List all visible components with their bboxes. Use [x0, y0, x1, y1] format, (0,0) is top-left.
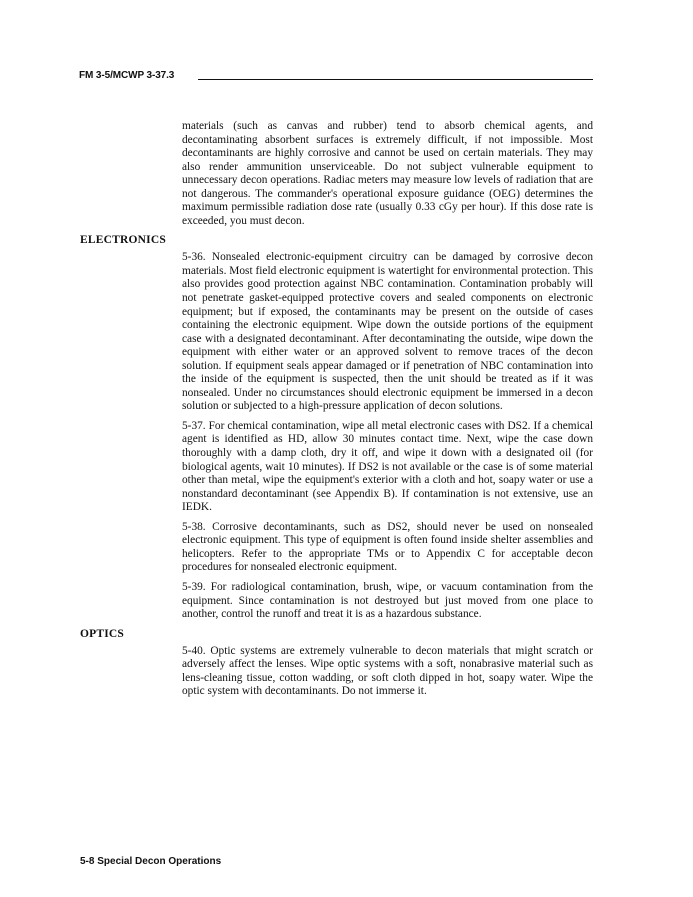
paragraph-5-38: 5-38. Corrosive decontaminants, such as DS2, should never be used on nonsealed electronic equipment. This type of equipment is often found inside shelter assemblies and helicopters. Refer to the appropriate TMs or to Appendix C for acceptable decon procedures for nonsealed electronic equipment. [182, 520, 593, 574]
paragraph-5-37: 5-37. For chemical contamination, wipe all metal electronic cases with DS2. If a chemical agent is identified as HD, allow 30 minutes contact time. Next, wipe the case down thoroughly with a damp cloth, dry it off, and wipe it down with a designated oil (for biological agents, wait 10 minutes). If DS2 is not available or the case is of some material other than metal, wipe the equipment's exterior with a cloth and hot, soapy water or use a nonstandard decontaminant (see Appendix B). If contamination is not extensive, use an IEDK. [182, 419, 593, 514]
page-body [80, 120, 593, 699]
section-heading-optics: OPTICS [80, 627, 125, 640]
document-id: FM 3-5/MCWP 3-37.3 [79, 70, 175, 81]
paragraph-5-36: 5-36. Nonsealed electronic-equipment circuitry can be damaged by corrosive decon materials. Most field electronic equipment is watertight for environmental protection. This also provides good protection against NBC contamination. Contamination probably will not penetrate gasket-equipped protective covers and sealed components on electronic equipment; but if exposed, the contaminants may be present on the outside of cases containing the electronic equipment. Wipe down the outside portions of the equipment case with a designated decontaminant. After decontaminating the outside, wipe down the equipment with either water or an approved solvent to remove traces of the decon solution. If equipment seals appear damaged or if penetration of NBC contamination into the inside of the equipment is suspected, then the unit should be treated as if it was nonsealed. Under no circumstances should electronic equipment be immersed in a decon solution or subjected to a high-pressure application of decon solutions. [182, 251, 593, 413]
intro-paragraph: materials (such as canvas and rubber) tend to absorb chemical agents, and decontaminating absorbent surfaces is extremely difficult, if not impossible. Most decontaminants are highly corrosive and cannot be used on certain materials. They may also render ammunition unserviceable. Do not subject vulnerable equipment to unnecessary decon operations. Radiac meters may measure low levels of radiation that are not dangerous. The commander's operational exposure guidance (OEG) determines the maximum permissible radiation dose rate (usually 0.33 cGy per hour). If this dose rate is exceeded, you must decon. [182, 120, 593, 227]
page-header [79, 70, 593, 84]
page-footer: 5-8 Special Decon Operations [80, 856, 222, 867]
header-rule [198, 79, 593, 80]
section-heading-electronics: ELECTRONICS [80, 234, 166, 247]
paragraph-5-39: 5-39. For radiological contamination, brush, wipe, or vacuum contamination from the equipment. Since contamination is not destroyed but just moved from one place to another, control the runoff and treat it is as a hazardous substance. [182, 580, 593, 621]
paragraph-5-40: 5-40. Optic systems are extremely vulnerable to decon materials that might scratch or adversely affect the lenses. Wipe optic systems with a soft, nonabrasive material such as lens-cleaning tissue, cotton wadding, or soft cloth dipped in hot, soapy water. Wipe the optic system with decontaminants. Do not immerse it. [182, 644, 593, 698]
